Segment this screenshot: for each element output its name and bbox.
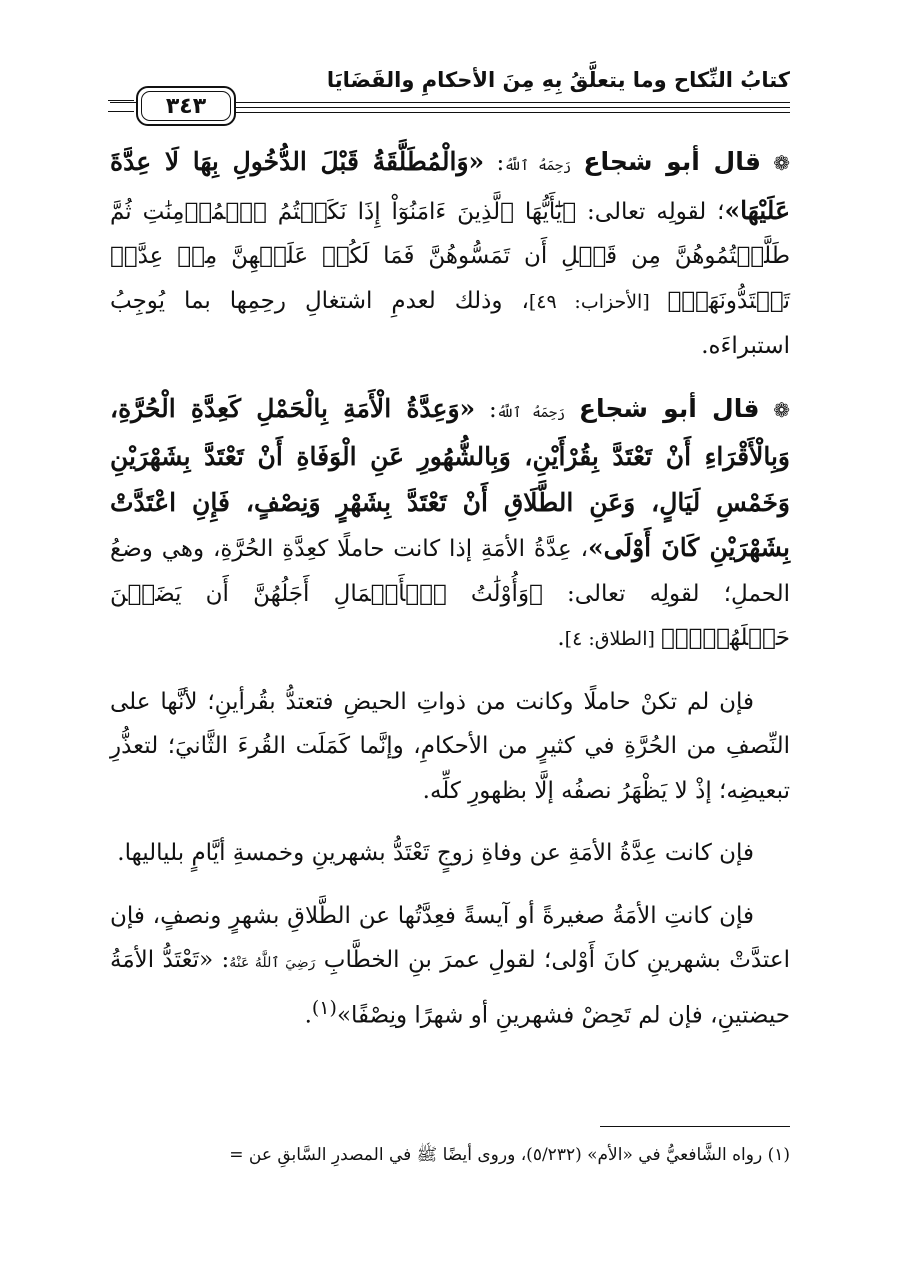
speaker-name: قال أبو شجاع <box>578 393 760 423</box>
page-number: ٣٤٣ <box>165 93 207 119</box>
flower-ornament-icon: ❁ <box>773 397 791 422</box>
header-rule-double-top <box>230 107 790 108</box>
paragraph-2: ❁ قال أبو شجاع رَحِمَهُ ٱللَّهُ: «وَعِدَّةُ الْأَمَةِ بِالْحَمْلِ كَعِدَّةِ الْحُرَّةِ، وَبِالْأَقْرَاءِ أَنْ تَعْتَدَّ بِقُرْأَيْنِ، وَبِالشُّهُورِ عَنِ الْوَفَاةِ أَنْ تَعْتَدَّ بِشَهْرَيْنِ وَخَمْسِ لَيَالٍ، وَعَنِ الطَّلَاقِ أَنْ تَعْتَدَّ بِشَهْرٍ وَنِصْفٍ، فَإِنِ اعْتَدَّتْ بِشَهْرَيْنِ كَانَ أَوْلَى»، عِدَّةُ الأمَةِ إذا كانت حاملًا كعِدَّةِ الحُرَّةِ، وهي وضعُ الحملِ؛ لقولِه تعالى: ﴿وَأُوْلَٰتُ ٱلۡأَحۡمَالِ أَجَلُهُنَّ أَن يَضَعۡنَ حَمۡلَهُنَّۚ﴾ [الطلاق: ٤]. <box>110 393 791 651</box>
speaker-name: قال أبو شجاع <box>583 147 761 176</box>
matn-text: «وَالْمُطَلَّقَةُ قَبْلَ الدُّخُولِ بِهَا لَا عِدَّةَ عَلَيْهَا» <box>110 147 790 225</box>
honorific: رَحِمَهُ ٱللَّهُ <box>496 404 566 421</box>
footnote: (١) رواه الشَّافعيُّ في «الأم» (٥/٢٣٢)، وروى أيضًا ﷺ في المصدرِ السَّابقِ عن = <box>229 1145 790 1165</box>
flower-ornament-icon: ❁ <box>773 151 791 175</box>
sharh-text: . <box>557 625 565 651</box>
matn-text: «وَعِدَّةُ الْأَمَةِ بِالْحَمْلِ كَعِدَّةِ الْحُرَّةِ، وَبِالْأَقْرَاءِ أَنْ تَعْتَدَّ بِقُرْأَيْنِ، وَبِالشُّهُورِ عَنِ الْوَفَاةِ أَنْ تَعْتَدَّ بِشَهْرَيْنِ وَخَمْسِ لَيَالٍ، وَعَنِ الطَّلَاقِ أَنْ تَعْتَدَّ بِشَهْرٍ وَنِصْفٍ، فَإِنِ اعْتَدَّتْ بِشَهْرَيْنِ كَانَ أَوْلَى» <box>110 393 791 562</box>
running-header-title: كتابُ النِّكاح وما يتعلَّقُ بِهِ مِنَ الأحكامِ والقَضَايَا <box>326 68 790 92</box>
paragraph-5 <box>110 894 790 1038</box>
paragraph-1: ❁ قال أبو شجاع رَحِمَهُ ٱللَّهُ: «وَالْمُطَلَّقَةُ قَبْلَ الدُّخُولِ بِهَا لَا عِدَّةَ عَلَيْهَا»؛ لقولِه تعالى: ﴿يَٰٓأَيُّهَا ٱلَّذِينَ ءَامَنُوٓاْ إِذَا نَكَحۡتُمُ ٱلۡمُؤۡمِنَٰتِ ثُمَّ طَلَّقۡتُمُوهُنَّ مِن قَبۡلِ أَن تَمَسُّوهُنَّ فَمَا لَكُمۡ عَلَيۡهِنَّ مِنۡ عِدَّةٖ تَعۡتَدُّونَهَاۖ﴾ [الأحزاب: ٤٩]، وذلك لعدمِ اشتغالِ رحِمِها بما يُوجِبُ استبراءَه. <box>110 147 791 359</box>
paragraph-3: فإن لم تكنْ حاملًا وكانت من ذواتِ الحيضِ فتعتدُّ بقُرأينِ؛ لأنَّها على النِّصفِ من الحُرَّةِ في كثيرٍ من الأحكامِ، وإنَّما كَمَلَت القُرءَ الثَّانيَ؛ لتعذُّرِ تبعيضِه؛ إذْ لا يَظْهَرُ نصفُه إلَّا بظهورِ كلِّه. <box>110 688 790 804</box>
header-rule-left-ornament <box>108 100 134 112</box>
sharh-text: ، وذلك لعدمِ اشتغالِ رحِمِها بما يُوجِبُ استبراءَه. <box>110 287 790 359</box>
quran-verse: ﴿يَٰٓأَيُّهَا ٱلَّذِينَ ءَامَنُوٓاْ إِذَا نَكَحۡتُمُ ٱلۡمُؤۡمِنَٰتِ ثُمَّ طَلَّقۡتُمُوهُنَّ مِن قَبۡلِ أَن تَمَسُّوهُنَّ فَمَا لَكُمۡ عَلَيۡهِنَّ مِنۡ عِدَّةٖ تَعۡتَدُّونَهَاۖ﴾ <box>110 198 790 314</box>
quran-verse: ﴿وَأُوْلَٰتُ ٱلۡأَحۡمَالِ أَجَلُهُنَّ أَن يَضَعۡنَ حَمۡلَهُنَّۚ﴾ <box>110 580 790 651</box>
verse-reference: [الأحزاب: ٤٩] <box>528 290 668 313</box>
sharh-intro: ، عِدَّةُ الأمَةِ إذا كانت حاملًا كعِدَّةِ الحُرَّةِ، وهي وضعُ الحملِ؛ لقولِه تعالى: <box>110 536 790 607</box>
paragraph-end: . <box>304 1002 312 1029</box>
honorific: رَضِيَ ٱللَّهُ عَنْهُ <box>229 955 316 971</box>
main-text <box>110 140 790 1038</box>
verse-reference: [الطلاق: ٤] <box>564 628 661 650</box>
footnote-separator <box>600 1126 790 1127</box>
header-rule-double-bottom <box>230 112 790 113</box>
page-number-frame <box>136 86 236 126</box>
honorific: رَحِمَهُ ٱللَّهُ <box>504 158 572 174</box>
paragraph-4: فإن كانت عِدَّةُ الأمَةِ عن وفاةِ زوجٍ تَعْتَدُّ بشهرينِ وخمسةِ أيَّامٍ بلياليها. <box>117 840 754 866</box>
sharh-intro: ؛ لقولِه تعالى: <box>576 198 725 225</box>
footnote-marker[interactable]: (١) <box>311 996 337 1019</box>
quote-text: : «تَعْتَدُّ الأمَةُ حيضتينِ، فإن لم تَحِضْ فشهرينِ أو شهرًا ونِصْفًا» <box>110 947 790 1029</box>
paragraph-text: فإن كانتِ الأمَةُ صغيرةً أو آيسةً فعِدَّتُها عن الطَّلاقِ بشهرٍ ونصفٍ، فإن اعتدَّتْ بشهرينِ كانَ أَوْلى؛ لقولِ عمرَ بنِ الخطَّابِ <box>110 902 790 973</box>
